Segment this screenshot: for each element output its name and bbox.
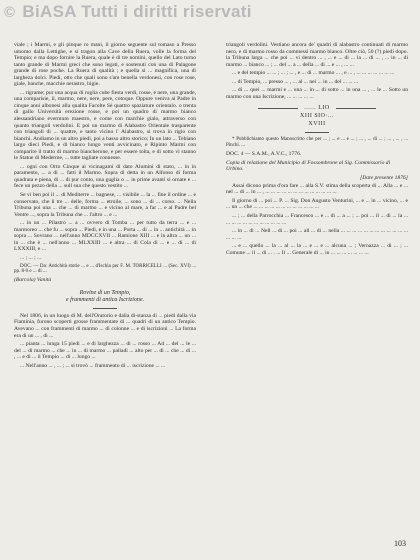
doc-subheading: Copia di relazione del Municipio di Fossombrone al Sig. Commissario di Urbino. bbox=[226, 159, 391, 173]
page-number: 103 bbox=[394, 539, 406, 548]
right-paragraph: ... di ... quei ... marmi e ... una ... in ... di sotto ... in una ... , ... le ... Sotto un marmo con una Iscrizione, ... ... ... ... ... bbox=[226, 87, 408, 100]
watermark-text: BiASA Tutti i diritti riservati bbox=[22, 2, 252, 21]
place-label: (Barcola) Vanità bbox=[14, 277, 52, 284]
left-paragraph: viale ; i Marmi, e gli pinque ro mani, il giorno seguente sul tomaso a Presso umomo dalla Lettighe, e si tragon alla Cave della Ruera, volle la forma del Tempio; e ma dopo fornire la Ruera, quale è di tre nomini, quello del Lato turno tanto grande di Marmi greci che sono legati, e sostenuti con una di Palagone grande di rose poche. La Ruera di qualità ; e quella si ... magnifica, una di largheza dolci. Piedi, otto che quali sono s'am benella verdonesi, con rose rose, giale, banche, macchie nerastro, bigie. bbox=[14, 42, 196, 88]
right-body-paragraph: Assai dicono prima d'ora fare ... alla S.V. stima della scoperta di ... Alla ... e ... nel ... di ... in ... , ... ... ... ... ... ... ... ... ... ... ... ... ... bbox=[226, 182, 408, 196]
inscription bbox=[226, 104, 408, 128]
right-body-paragraph: ... ; ... della Parrocchia ... Francesco ... e ... di ... a ... ; ... poi ... il ... di ... la ... ... ... ... ... ... ... ... ... ... ... ... bbox=[226, 213, 408, 226]
right-column bbox=[226, 42, 408, 258]
divider bbox=[305, 132, 329, 133]
doc-heading: DOC. 4 — S.A.M., A.V.C., 1776. bbox=[226, 151, 302, 158]
heading-line: e frammenti di antica Iscrizione. bbox=[65, 296, 145, 303]
watermark bbox=[4, 2, 252, 22]
right-body-paragraph: ... in ... di ... Nell ... di ... poi ... all ... di ... nella ... ... ... ... ... ... ... ... ... ... ... ... ... ... ... bbox=[226, 228, 408, 241]
left-body-paragraph: ... pianta ... lunga 15 piedi ... e di larghezza ... di ... rosso ... Ad ... del ... le ... del ... di marmo ... che ... in ... di marmo ... palladi ... alto per ... di ... che ... di ... , ... e di ... il Tempio ... di ... lungo ... bbox=[14, 341, 196, 361]
left-body-paragraph: Nel 1806, in un luogo di M. dell'Oratorio e dalla di-stanza di ... piedi dalla via Flaminia, furono scoperti grosse frammentate di ... quadri di un antico Tempio. Avevano ... con frammenti di marmo ... di colonne ... e di iscrizioni ... La forma era di un ... , di ... bbox=[14, 312, 196, 339]
left-body-paragraph: ... Nell'anno ... , ... ; ... si trovò ... frammento di ... iscrizione ... ... bbox=[20, 362, 166, 369]
left-paragraph: ... rigrame; pur una acqua di roglia cube fiesta verdi, rosse, e nere, una grande, una comparisie, il, marmo, nere, nere, pere, cotoque. Oppure veniva ai Padre in cinque anni albonesi alla qualita Facolte Sè quattro spaziature orientalo. o trenta di gallo Università erezione rosse, e poi un quadro di marmo bianco alessandriano evermum maestro, e come con marchie gialo, attraverso con quanto triangoli verdolini. E poi un marmo di Alabastro Orientale trasparente con triangoli di ... quattre, e tanto vicino i' Alabastro, si trova in rigio con bianchi. Andiamo in un altro piedi, poi a basso altro storico; In un lato ... Tebiano largo dieci Piedi, e di bianco lungo venti avvicinato, e Ripinto Marmi con comparire il tratto di marmo biancherone, e per essere tolta, e di sotto vi stanno le Statue di Mederme, ... tutte tagliate connesse. bbox=[14, 89, 196, 162]
date-note: [Date presente 1876] bbox=[360, 174, 408, 181]
section-heading bbox=[14, 290, 196, 304]
right-paragraph: triangoli verdolini. Vestiano ancora de' quadri di alabastro continuati di marmo nero, e di marmo rosso da commessi marmo bianco. Oltre ciò, 50 (?) piedi dopo. la Tribuna larga ... che poi ... vi dentro ... , ... e ... di ... la ... di ... , ... in ... di marmo ... bianco ... ; ... del ... a ... della ... di ... e ... , ... ... bbox=[226, 42, 408, 68]
footnote: * Pubblichiamo questo Manoscritto che per ... ; ... e ... e ... ; ... , ... di ... ; ... , ... , ... Pinchi. ... bbox=[226, 137, 408, 149]
divider bbox=[93, 308, 117, 309]
copyright-symbol: © bbox=[4, 4, 16, 21]
inscription-line: ...... LIO bbox=[226, 104, 408, 112]
right-body-paragraph: ... e ... quello ... la ... al ... la ... e ... e ... alcuna ... ; Vernazza ... di ... ; ... Comune ... il ... di ... . ... Il ... Generale di ... in ... ... ... ... ... ... ... bbox=[226, 243, 408, 256]
right-body-paragraph: Il giorno di ... poi ... P. ... Sig. Don Augusto Venturini, ... e ... in ... vicino, ... e ... un ... che ... ... ... ... ... ... ... ... ... ... ... ... bbox=[226, 197, 408, 211]
left-paragraph: ... ogni con Orto Cinque ai vicinagami di dato Alumini di stato, ... in in paramento, ... a di ... fatti il Marmo. Sopra di detta in un Alfonso di forma quadrata e piena, di ... di pur conto, una guglia o ... in prime avanti si ornate e ... fece un pezzo della ... sull sua che questo vestito ... bbox=[14, 163, 196, 190]
heading-line: Rovine di un Tempio, bbox=[79, 289, 131, 296]
doc-reference: DOC. — Da: Antichità storie ... e ... d'Ischia per F. M. TORRICELLI ... (Sec. XVI) ... pp. 8-9 e ... di ... bbox=[14, 263, 196, 275]
left-paragraph: ... ; ... ; ... bbox=[20, 254, 42, 261]
right-paragraph: ... e del tempio ... ... ; ... ; ... , e ... di ... marmo ... , e ... , ... ... ... ... ... ... ... bbox=[232, 70, 395, 77]
inscription-line: XVIII bbox=[308, 121, 326, 128]
left-paragraph: Se vi ben poi il ... di Mediterre ... bagnese, ... visibile ... la ... fine il ordine ... e conservato, che li tre ... delle, forma ... etroile, ... sono ... di ... corso. ... Nella Tribuna poi una ... che ... di marmo ... e vicino al mare, a far ... e al Padre bel Ventre ..., sopra la Tribuna che ... l'altro ... e ... bbox=[14, 192, 196, 218]
right-paragraph: ... di Tempio, ... presso ... , ... al ... nei ... in ... del ... ... ... bbox=[232, 78, 359, 85]
left-paragraph: ... in un ... Pilastro ... a ... ovvero di Tomba ... per tutto da terra ... e ... marmoreo ... che fu ... sopra ... Piedi, e in una ... Porta ... di ... in ... antichità ... in sopra ... Sovrano ... nell'anno MDCCXVII ... Ramione XIII ... e in altra ... un ... in ... che è ... nell'anno ... MLXXIII ... e altra ... di Cola di ... e ... di ... di LXXXIII, e ... bbox=[14, 220, 196, 253]
inscription-line: XIII SIO·... bbox=[300, 113, 334, 120]
left-column bbox=[14, 42, 196, 371]
